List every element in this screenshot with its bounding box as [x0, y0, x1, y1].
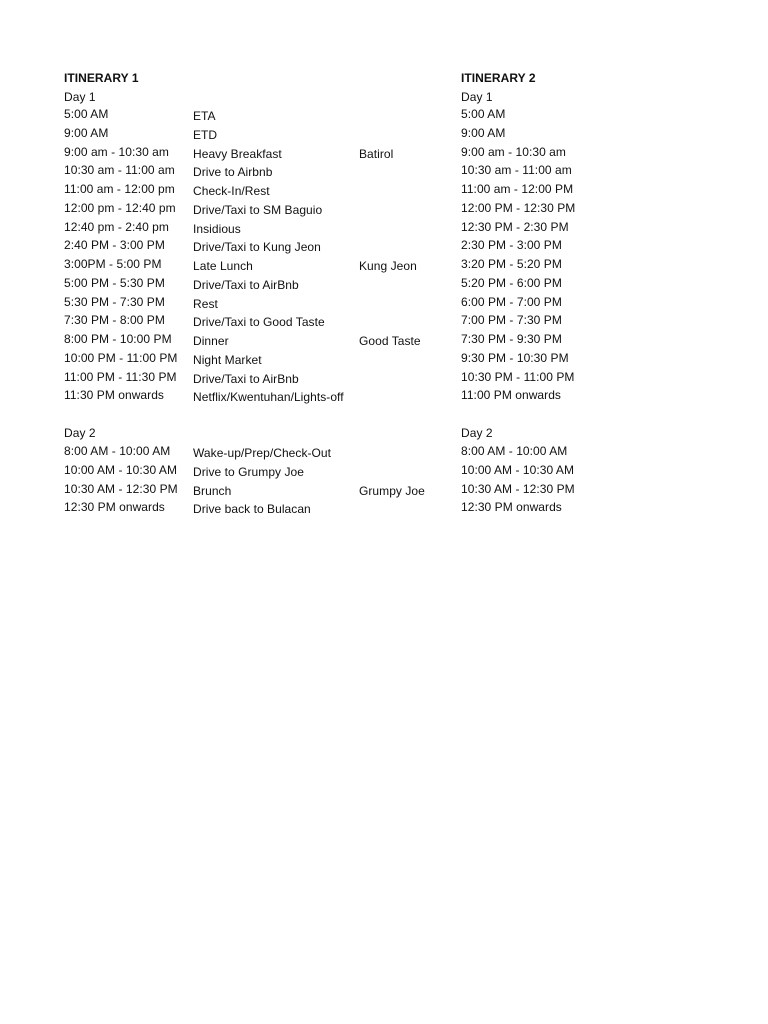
schedule-time: 10:30 PM - 11:00 PM	[461, 370, 575, 384]
schedule-time: 12:30 PM onwards	[64, 500, 165, 514]
schedule-time: 5:00 AM	[64, 107, 109, 121]
itinerary-1-title: ITINERARY 1	[64, 71, 139, 85]
schedule-time: 11:30 PM onwards	[64, 388, 164, 402]
schedule-time: 9:30 PM - 10:30 PM	[461, 351, 569, 365]
schedule-activity: Drive/Taxi to SM Baguio	[193, 203, 323, 217]
itinerary-1-day-2-label: Day 2	[64, 426, 96, 440]
schedule-time: 9:00 am - 10:30 am	[64, 145, 169, 159]
schedule-time: 10:00 PM - 11:00 PM	[64, 351, 178, 365]
schedule-activity: Drive/Taxi to AirBnb	[193, 372, 299, 386]
schedule-time: 12:30 PM - 2:30 PM	[461, 220, 569, 234]
schedule-time: 10:30 am - 11:00 am	[461, 163, 572, 177]
schedule-activity: Drive/Taxi to AirBnb	[193, 278, 299, 292]
schedule-time: 10:00 AM - 10:30 AM	[461, 463, 575, 477]
itinerary-2-day-1-label: Day 1	[461, 90, 493, 104]
schedule-place: Batirol	[359, 147, 394, 161]
schedule-time: 7:00 PM - 7:30 PM	[461, 313, 562, 327]
schedule-time: 11:00 PM - 11:30 PM	[64, 370, 177, 384]
schedule-time: 5:20 PM - 6:00 PM	[461, 276, 562, 290]
schedule-place: Kung Jeon	[359, 259, 417, 273]
schedule-time: 7:30 PM - 9:30 PM	[461, 332, 562, 346]
schedule-time: 9:00 am - 10:30 am	[461, 145, 566, 159]
schedule-place: Good Taste	[359, 334, 421, 348]
schedule-activity: Brunch	[193, 484, 232, 498]
schedule-activity: Insidious	[193, 222, 241, 236]
schedule-activity: Drive back to Bulacan	[193, 502, 311, 516]
schedule-time: 10:30 AM - 12:30 PM	[461, 482, 575, 496]
schedule-activity: Drive to Airbnb	[193, 165, 273, 179]
schedule-time: 10:00 AM - 10:30 AM	[64, 463, 178, 477]
schedule-time: 9:00 AM	[461, 126, 506, 140]
schedule-activity: Drive/Taxi to Kung Jeon	[193, 240, 321, 254]
schedule-time: 12:00 pm - 12:40 pm	[64, 201, 176, 215]
itinerary-2-day-2-label: Day 2	[461, 426, 493, 440]
schedule-time: 9:00 AM	[64, 126, 109, 140]
schedule-activity: Netflix/Kwentuhan/Lights-off	[193, 390, 344, 404]
schedule-activity: Drive to Grumpy Joe	[193, 465, 304, 479]
itinerary-1-day-1-label: Day 1	[64, 90, 96, 104]
schedule-activity: Night Market	[193, 353, 262, 367]
schedule-activity: Dinner	[193, 334, 229, 348]
schedule-time: 12:30 PM onwards	[461, 500, 562, 514]
schedule-activity: Check-In/Rest	[193, 184, 270, 198]
schedule-activity: ETD	[193, 128, 218, 142]
schedule-time: 8:00 PM - 10:00 PM	[64, 332, 172, 346]
schedule-activity: Late Lunch	[193, 259, 253, 273]
schedule-time: 10:30 AM - 12:30 PM	[64, 482, 178, 496]
schedule-time: 11:00 am - 12:00 PM	[461, 182, 574, 196]
schedule-time: 7:30 PM - 8:00 PM	[64, 313, 165, 327]
schedule-time: 12:00 PM - 12:30 PM	[461, 201, 576, 215]
schedule-activity: Heavy Breakfast	[193, 147, 282, 161]
schedule-time: 5:00 PM - 5:30 PM	[64, 276, 165, 290]
schedule-time: 6:00 PM - 7:00 PM	[461, 295, 562, 309]
schedule-time: 2:30 PM - 3:00 PM	[461, 238, 562, 252]
schedule-time: 3:20 PM - 5:20 PM	[461, 257, 562, 271]
schedule-time: 5:00 AM	[461, 107, 506, 121]
schedule-time: 2:40 PM - 3:00 PM	[64, 238, 165, 252]
schedule-time: 12:40 pm - 2:40 pm	[64, 220, 169, 234]
schedule-time: 11:00 PM onwards	[461, 388, 561, 402]
schedule-time: 8:00 AM - 10:00 AM	[64, 444, 171, 458]
schedule-time: 11:00 am - 12:00 pm	[64, 182, 175, 196]
schedule-place: Grumpy Joe	[359, 484, 425, 498]
schedule-time: 3:00PM - 5:00 PM	[64, 257, 162, 271]
schedule-time: 10:30 am - 11:00 am	[64, 163, 175, 177]
schedule-activity: ETA	[193, 109, 216, 123]
schedule-activity: Drive/Taxi to Good Taste	[193, 315, 325, 329]
schedule-activity: Wake-up/Prep/Check-Out	[193, 446, 332, 460]
schedule-time: 8:00 AM - 10:00 AM	[461, 444, 568, 458]
schedule-activity: Rest	[193, 297, 218, 311]
itinerary-2-title: ITINERARY 2	[461, 71, 536, 85]
schedule-time: 5:30 PM - 7:30 PM	[64, 295, 165, 309]
